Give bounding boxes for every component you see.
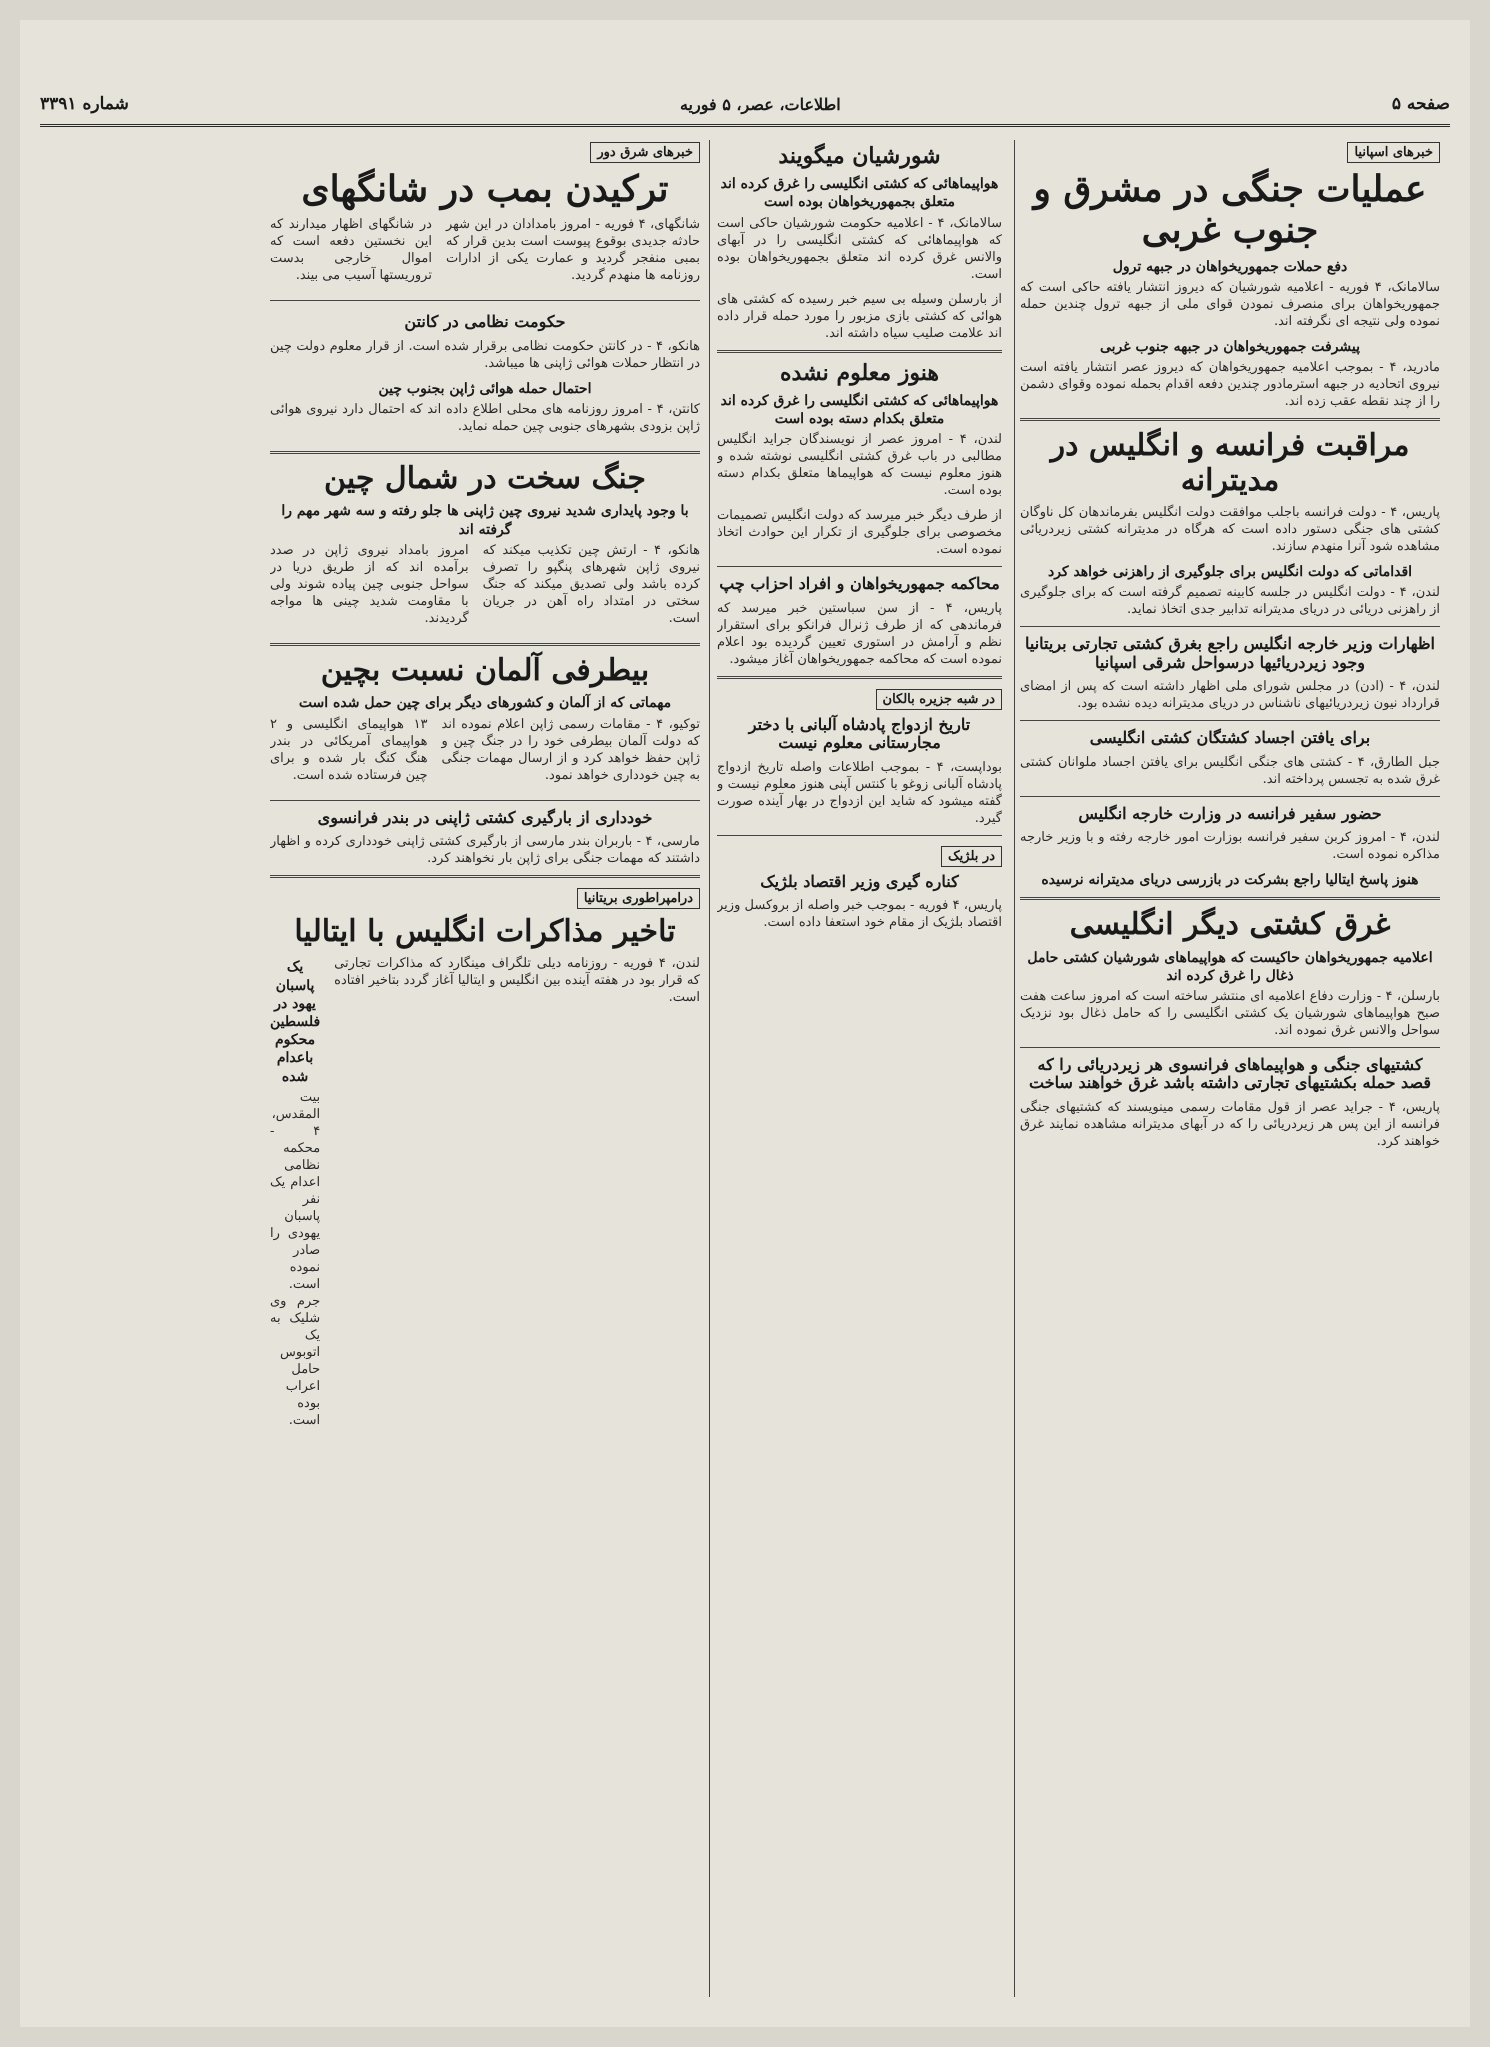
masthead-center: اطلاعات، عصر، ۵ فوریه	[679, 94, 841, 114]
column-spain	[1020, 140, 1440, 1997]
article-text: لندن، ۴ فوریه - روزنامه دیلی تلگراف مینگارد که مذاکرات تجارتی که قرار بود در هفته آینده بین انگلیس و ایتالیا آغاز گردد بتاخیر افتاده است.	[334, 956, 700, 1006]
article-text: مادرید، ۴ - بموجب اعلامیه جمهوریخواهان که دیروز عصر انتشار یافته است نیروی اتحادیه در جبهه استرمادور چندین دفعه اقدام بحمله نموده وقوای دشمن را از چند نقطه عقب زده اند.	[1020, 360, 1440, 410]
section-label: در شبه جزیره بالکان	[876, 689, 1002, 710]
headline: کشتیهای جنگی و هواپیماهای فرانسوی هر زیردریائی را که قصد حمله بکشتیهای تجارتی داشته باشد غرق خواهند ساخت	[1029, 1054, 1431, 1093]
section-label: در بلژیک	[941, 846, 1002, 867]
column-rule	[709, 140, 710, 1997]
headline: حکومت نظامی در کانتن	[404, 312, 566, 332]
subheadline: اقداماتی که دولت انگلیس برای جلوگیری از راهزنی خواهد کرد	[1047, 564, 1413, 581]
subheadline: با وجود پایداری شدید نیروی چین ژاپنی ها جلو رفته و سه شهر مهم را گرفته اند	[281, 503, 689, 538]
page-label: صفحه ۵	[1391, 94, 1450, 114]
column-middle	[717, 140, 1002, 1997]
issue-number: شماره ۳۳۹۱	[40, 94, 129, 114]
headline: حضور سفیر فرانسه در وزارت خارجه انگلیس	[1078, 803, 1382, 823]
article-text: امروز بامداد نیروی ژاپن در صدد برآمده اند که از طریق دریا در سواحل جنوبی چین پیاده شوند ولی با مقاومت شدید چینی ها مواجه گردیدند.	[270, 542, 469, 626]
article-text: لندن، ۴ - (ادن) در مجلس شورای ملی اظهار داشته است که پس از امضای قرارداد نیون زیردریائیهای ناشناس در دریای مدیترانه دیده نشده بود.	[1020, 679, 1440, 712]
article-text: بارسلن، ۴ - وزارت دفاع اعلامیه ای منتشر ساخته است که امروز ساعت هفت صبح هواپیماهای شورشیان یک کشتی انگلیسی را که حامل ذغال بود نزدیک سواحل والانس غرق نموده اند.	[1020, 988, 1440, 1038]
article-text: پاریس، ۴ - از سن سباستین خبر میرسد که فرماندهی که از طرف ژنرال فرانکو برای استقرار نظم و آرامش در استوری تعیین گردیده بود اعلام نموده است که محاکمه جمهوریخواهان آغاز میشود.	[717, 600, 1002, 667]
subheadline: یک پاسبان یهود در فلسطین محکوم باعدام شده	[270, 959, 321, 1085]
subheadline: پیشرفت جمهوریخواهان در جبهه جنوب غربی	[1099, 338, 1361, 355]
subheadline: هواپیماهائی که کشتی انگلیسی را غرق کرده اند متعلق بجمهوریخواهان بوده است	[720, 176, 999, 211]
headline: تاخیر مذاکرات انگلیس با ایتالیا	[294, 913, 676, 949]
article-text: پاریس، ۴ - جراید عصر از قول مقامات رسمی مینویسند که کشتیهای جنگی فرانسه از این پس هر زیردریائی را که در آبهای مدیترانه مشاهده نمایند غرق خواهند کرد.	[1020, 1099, 1440, 1149]
headline: ترکیدن بمب در شانگهای	[301, 168, 669, 210]
headline: اظهارات وزیر خارجه انگلیس راجع بغرق کشتی تجارتی بریتانیا وجود زیردریائیها درسواحل شرقی اسپانیا	[1025, 634, 1435, 672]
headline: هنوز معلوم نشده	[779, 359, 940, 386]
headline: بیطرفی آلمان نسبت بچین	[320, 652, 650, 688]
article-text: جبل الطارق، ۴ - کشتی های جنگی انگلیس برای یافتن اجساد ملوانان کشتی غرق شده به تجسس پرداخته اند.	[1020, 754, 1440, 787]
article-text: لندن، ۴ - دولت انگلیس در جلسه کابینه تصمیم گرفته است که برای جلوگیری از راهزنی دریائی در دریای مدیترانه تدابیر جدی اتخاذ نماید.	[1020, 585, 1440, 618]
headline: تاریخ ازدواج پادشاه آلبانی با دختر مجارستانی معلوم نیست	[748, 714, 971, 753]
article-text: پاریس، ۴ فوریه - بموجب خبر واصله از بروکسل وزیر اقتصاد بلژیک از مقام خود استعفا داده است.	[717, 897, 1002, 930]
subheadline: هواپیماهائی که کشتی انگلیسی را غرق کرده اند متعلق بکدام دسته بوده است	[720, 392, 999, 428]
headline: کناره گیری وزیر اقتصاد بلژیک	[760, 871, 959, 891]
headline: مراقبت فرانسه و انگلیس در مدیترانه	[1050, 428, 1410, 498]
article-text: از طرف دیگر خبر میرسد که دولت انگلیس تصمیمات مخصوصی برای جلوگیری از تکرار این حوادث اتخاذ نموده است.	[717, 508, 1002, 558]
headline: غرق کشتی دیگر انگلیسی	[1069, 907, 1391, 943]
subheadline: احتمال حمله هوائی ژاپن بجنوب چین	[378, 380, 592, 397]
headline: محاکمه جمهوریخواهان و افراد احزاب چپ	[719, 574, 1000, 594]
article-text: ۱۳ هواپیمای انگلیسی و ۲ هواپیمای آمریکائی در بندر هنگ کنگ بار شده و برای چین فرستاده شده است.	[270, 716, 428, 783]
article-text: هانکو، ۴ - در کانتن حکومت نظامی برقرار شده است. از قرار معلوم دولت چین در انتظار حملات هوائی ژاپنی ها میباشد.	[270, 338, 700, 371]
article-text: توکیو، ۴ - مقامات رسمی ژاپن اعلام نموده اند که دولت آلمان بیطرفی خود را در جنگ چین و ژاپن حفظ خواهد کرد و از ارسال مهمات جنگی به چین خودداری خواهد نمود.	[441, 716, 700, 783]
column-rule	[1014, 140, 1015, 1997]
subheadline: اعلامیه جمهوریخواهان حاکیست که هواپیماهای شورشیان کشتی حامل ذغال را غرق کرده اند	[1027, 949, 1433, 984]
article-text: پاریس، ۴ - دولت فرانسه باجلب موافقت دولت انگلیس بفرماندهان کل ناوگان کشتی های جنگی دستور داده است که هرگاه در مدیترانه کشتی زیردریائی مشاهده شود آنرا منهدم سازند.	[1020, 505, 1440, 555]
section-label: خبرهای شرق دور	[590, 142, 700, 163]
subheadline: دفع حملات جمهوریخواهان در جبهه ترول	[1112, 258, 1348, 275]
article-text: سالامانک، ۴ - اعلامیه حکومت شورشیان حاکی است که هواپیماهائی که کشتی انگلیسی را در آبهای والانس غرق کرده اند متعلق بجمهوریخواهان بوده است.	[717, 215, 1002, 282]
headline: شورشیان میگویند	[778, 143, 941, 169]
masthead	[40, 84, 1450, 127]
column-far-east	[270, 140, 700, 1997]
article-text: بوداپست، ۴ - بموجب اطلاعات واصله تاریخ ازدواج پادشاه آلبانی زوغو با کنتس آپنی هنوز معلوم نیست و گفته میشود که شاید این ازدواج در بهار آینده صورت گیرد.	[717, 759, 1002, 826]
headline: جنگ سخت در شمال چین	[324, 460, 646, 496]
section-label: درامپراطوری بریتانیا	[577, 888, 700, 909]
article-text: لندن، ۴ - امروز کربن سفیر فرانسه بوزارت امور خارجه رفته و با وزیر خارجه مذاکره نموده است.	[1020, 829, 1440, 862]
article-text: لندن، ۴ - امروز عصر از نویسندگان جراید انگلیس مطالبی در باب غرق کشتی انگلیسی نوشته شده و هنوز معلوم نیست که هواپیماها متعلق بکدام دسته بوده است.	[717, 432, 1002, 499]
article-text: مارسی، ۴ - باربران بندر مارسی از بارگیری کشتی ژاپنی خودداری کرده و اظهار داشتند که مهمات جنگی برای ژاپن بار نخواهند کرد.	[270, 833, 700, 866]
subheadline: هنوز پاسخ ایتالیا راجع بشرکت در بازرسی دریای مدیترانه نرسیده	[1041, 871, 1419, 888]
headline: خودداری از بارگیری کشتی ژاپنی در بندر فرانسوی	[317, 807, 653, 827]
newspaper-page	[20, 20, 1470, 2027]
article-text: بیت المقدس، ۴ - محکمه نظامی اعدام یک نفر پاسبان یهودی را صادر نموده است. جرم وی شلیک به یک اتوبوس حامل اعراب بوده است.	[270, 1089, 321, 1428]
headline: عملیات جنگی در مشرق و جنوب غربی	[1033, 168, 1427, 252]
subheadline: مهماتی که از آلمان و کشورهای دیگر برای چین حمل شده است	[298, 695, 672, 712]
article-text: شانگهای، ۴ فوریه - امروز بامدادان در این شهر حادثه جدیدی بوقوع پیوست است بدین قرار که بمبی منفجر گردید و عمارت یکی از ادارات روزنامه ها منهدم گردید.	[445, 217, 700, 284]
article-text: از بارسلن وسیله بی سیم خبر رسیده که کشتی های هوائی که کشتی بازی مزبور را مورد حمله قرار داده اند علامت صلیب سیاه داشته اند.	[717, 291, 1002, 341]
article-text: کانتن، ۴ - امروز روزنامه های محلی اطلاع داده اند که احتمال دارد نیروی هوائی ژاپن بزودی بشهرهای جنوبی چین حمله نماید.	[270, 401, 700, 434]
section-label: خبرهای اسپانیا	[1347, 142, 1440, 163]
article-text: در شانگهای اظهار میدارند که این نخستین دفعه است که اموال خارجی بدست تروریستها آسیب می بیند.	[270, 217, 432, 284]
article-text: سالامانک، ۴ فوریه - اعلامیه شورشیان که دیروز انتشار یافته حاکی است که جمهوریخواهان برای منصرف نمودن قوای ملی از جبهه ترول چندین حمله نموده ولی نتیجه ای نگرفته اند.	[1020, 279, 1440, 329]
headline: برای یافتن اجساد کشتگان کشتی انگلیسی	[1089, 728, 1371, 748]
article-text: هانکو، ۴ - ارتش چین تکذیب میکند که نیروی ژاپن شهرهای پنگپو را تصرف کرده باشد ولی تصدیق میکند که جنگ سختی در امتداد راه آهن در جریان است.	[482, 542, 700, 626]
